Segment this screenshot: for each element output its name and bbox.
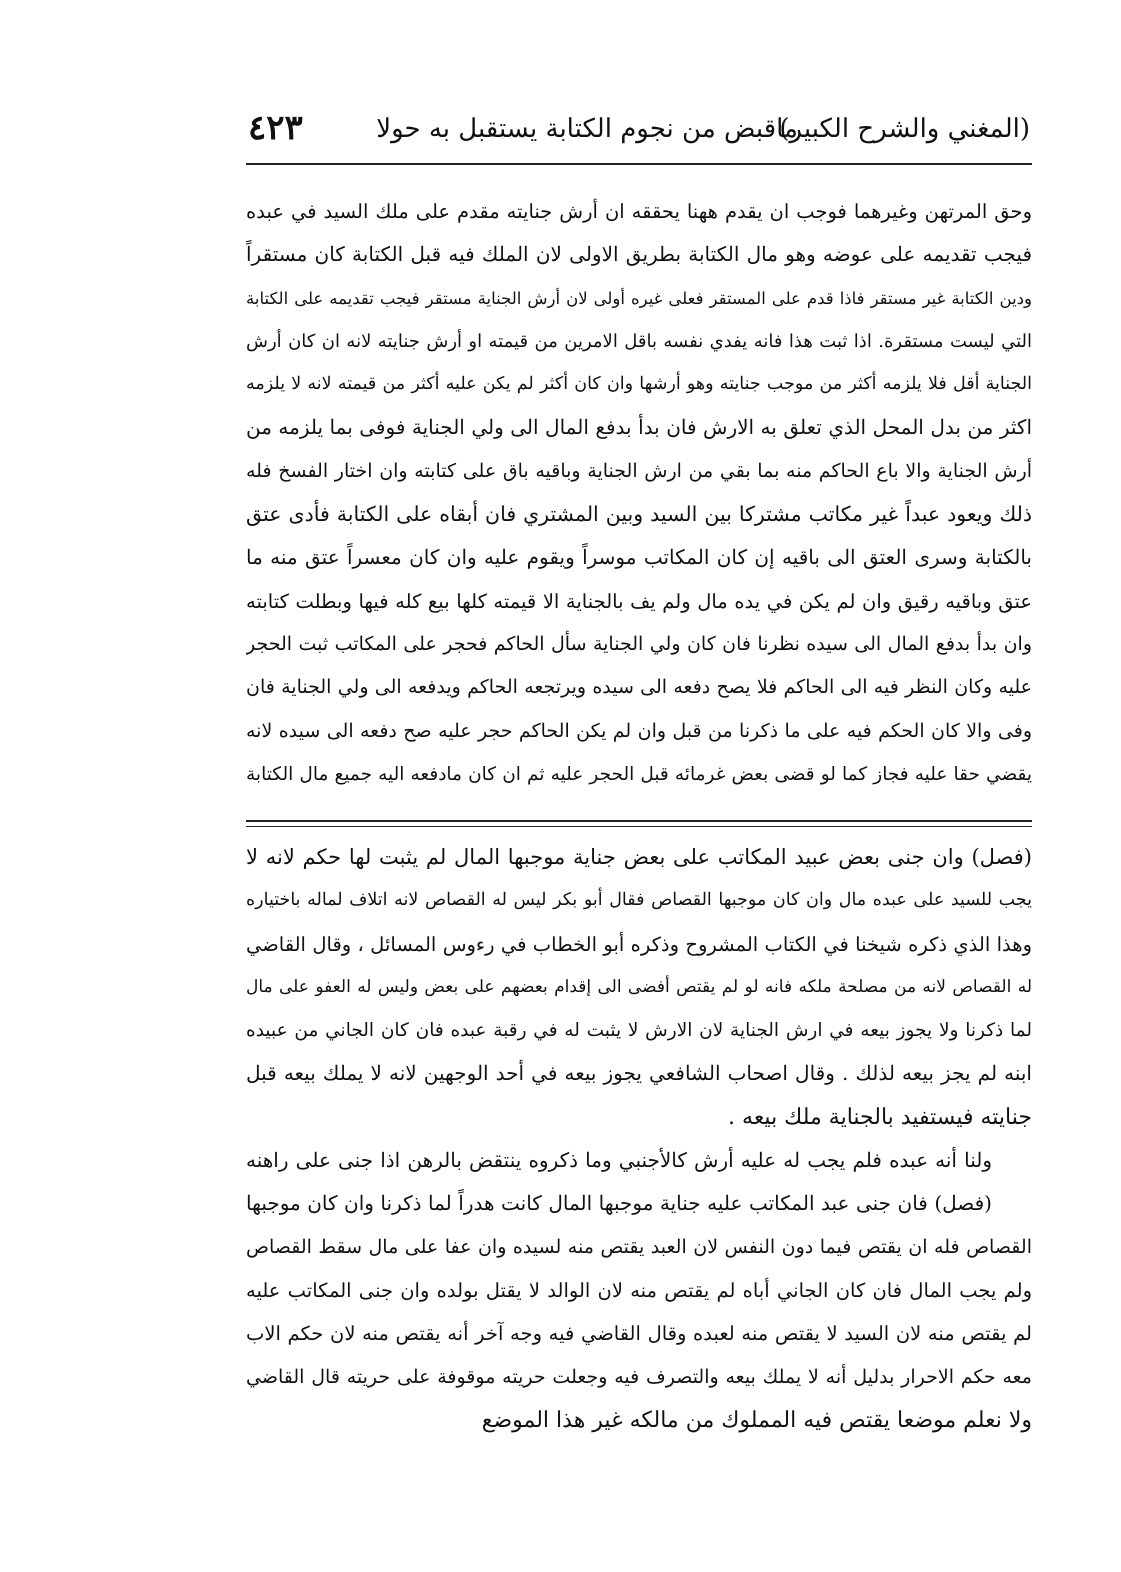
page-number: ٤٢٣ bbox=[248, 108, 303, 148]
book-title: (المغني والشرح الكبير) bbox=[779, 114, 1030, 144]
running-header bbox=[240, 110, 1030, 158]
text-line: ولنا أنه عبده فلم يجب له عليه أرش كالأجنبي وما ذكروه ينتقض بالرهن اذا جنى على راهنه bbox=[246, 1148, 992, 1173]
text-line: (فصل) وان جنى بعض عبيد المكاتب على بعض جناية موجبها المال لم يثبت لها حكم لانه لا bbox=[246, 845, 1032, 869]
text-line: القصاص فله ان يقتص فيما دون النفس لان العبد يقتص منه لسيده وان عفا على مال سقط القصاص bbox=[246, 1235, 1032, 1258]
text-line: وان بدأ بدفع المال الى سيده نظرنا فان كان ولي الجناية سأل الحاكم فحجر على المكاتب ثبت الحجر bbox=[246, 632, 1032, 655]
text-line: عتق وباقيه رقيق وان لم يكن في يده مال ولم يف بالجناية الا قيمته كلها بيع كله فيها وبطلت كتابته bbox=[246, 589, 1032, 613]
text-line: اكثر من بدل المحل الذي تعلق به الارش فان بدأ بدفع المال الى ولي الجناية فوفى بما يلزمه من bbox=[246, 415, 1032, 440]
text-line: وهذا الذي ذكره شيخنا في الكتاب المشروح وذكره أبو الخطاب في رءوس المسائل ، وقال القاضي bbox=[246, 932, 1032, 956]
text-line: جنايته فيستفيد بالجناية ملك بيعه . bbox=[728, 1104, 1032, 1130]
text-line: بالكتابة وسرى العتق الى باقيه إن كان المكاتب موسراً ويقوم عليه وان كان معسراً عتق منه ما bbox=[246, 545, 1032, 570]
section-divider bbox=[246, 820, 1032, 822]
text-line: ذلك ويعود عبداً غير مكاتب مشتركا بين السيد وبين المشتري فان أبقاه على الكتابة فأدى عتق bbox=[246, 502, 1032, 527]
text-line: ودين الكتابة غير مستقر فاذا قدم على المستقر فعلى غيره أولى لان أرش الجناية مستقر فيجب تقديمه على الكتابة bbox=[246, 288, 1032, 308]
text-line: وفى والا كان الحكم فيه على ما ذكرنا من قبل وان لم يكن الحاكم حجر عليه صح دفعه الى سيده لانه bbox=[246, 719, 1032, 742]
main-text bbox=[246, 190, 1032, 796]
text-line: وحق المرتهن وغيرهما فوجب ان يقدم ههنا يحققه ان أرش جنايته مقدم على ملك السيد في عبده bbox=[246, 200, 1032, 223]
text-line: الجناية أقل فلا يلزمه أكثر من موجب جنايته وهو أرشها وان كان أكثر لم يكن عليه أكثر من قيمته لانه لا يلزمه bbox=[246, 374, 1032, 395]
text-line: يقضي حقا عليه فجاز كما لو قضى بعض غرمائه قبل الحجر عليه ثم ان كان مادفعه اليه جميع مال الكتابة bbox=[246, 763, 1032, 785]
section-title: ماقبض من نجوم الكتابة يستقبل به حولا bbox=[376, 114, 798, 144]
text-line: ولم يجب المال فان كان الجاني أباه لم يقتص منه لان الوالد لا يقتل بولده وان جنى المكاتب عليه bbox=[246, 1278, 1032, 1302]
text-line: لما ذكرنا ولا يجوز بيعه في ارش الجناية لان الارش لا يثبت له في رقبة عبده فان كان الجاني من عبيده bbox=[246, 1020, 1032, 1042]
section-divider bbox=[246, 826, 1032, 827]
header-rule bbox=[246, 163, 1032, 165]
text-line: له القصاص لانه من مصلحة ملكه فانه لو لم يقتص أفضى الى إقدام بعضهم على بعض وليس له العفو على مال bbox=[246, 976, 1032, 997]
text-line: أرش الجناية والا باع الحاكم منه بما بقي من ارش الجناية وباقيه باق على كتابته وان اختار الفسخ فله bbox=[246, 459, 1032, 482]
text-line: عليه وكان النظر فيه الى الحاكم فلا يصح دفعه الى سيده ويرتجعه الحاكم ويدفعه الى ولي الجناية فان bbox=[246, 676, 1032, 699]
text-line: ابنه لم يجز بيعه لذلك . وقال اصحاب الشافعي يجوز بيعه في أحد الوجهين لانه لا يملك بيعه قبل bbox=[246, 1061, 1032, 1086]
commentary-text bbox=[246, 836, 1032, 1442]
text-line: فيجب تقديمه على عوضه وهو مال الكتابة بطريق الاولى لان الملك فيه قبل الكتابة كان مستقراً bbox=[246, 242, 1032, 267]
text-line: (فصل) فان جنى عبد المكاتب عليه جناية موجبها المال كانت هدراً لما ذكرنا وان كان موجبها bbox=[246, 1191, 992, 1216]
text-line: لم يقتص منه لان السيد لا يقتص منه لعبده وقال القاضي فيه وجه آخر أنه يقتص منه لان حكم الاب bbox=[246, 1322, 1032, 1346]
text-line: التي ليست مستقرة. اذا ثبت هذا فانه يفدي نفسه باقل الامرين من قيمته او أرش جنايته لانه ان كان أرش bbox=[246, 330, 1032, 352]
text-line: يجب للسيد على عبده مال وان كان موجبها القصاص فقال أبو بكر ليس له القصاص لانه اتلاف لماله باختياره bbox=[246, 890, 1032, 911]
text-line: معه حكم الاحرار بدليل أنه لا يملك بيعه والتصرف فيه وجعلت حريته موقوفة على حريته قال القاضي bbox=[246, 1365, 1032, 1388]
text-line: ولا نعلم موضعا يقتص فيه المملوك من مالكه غير هذا الموضع bbox=[481, 1407, 1032, 1433]
